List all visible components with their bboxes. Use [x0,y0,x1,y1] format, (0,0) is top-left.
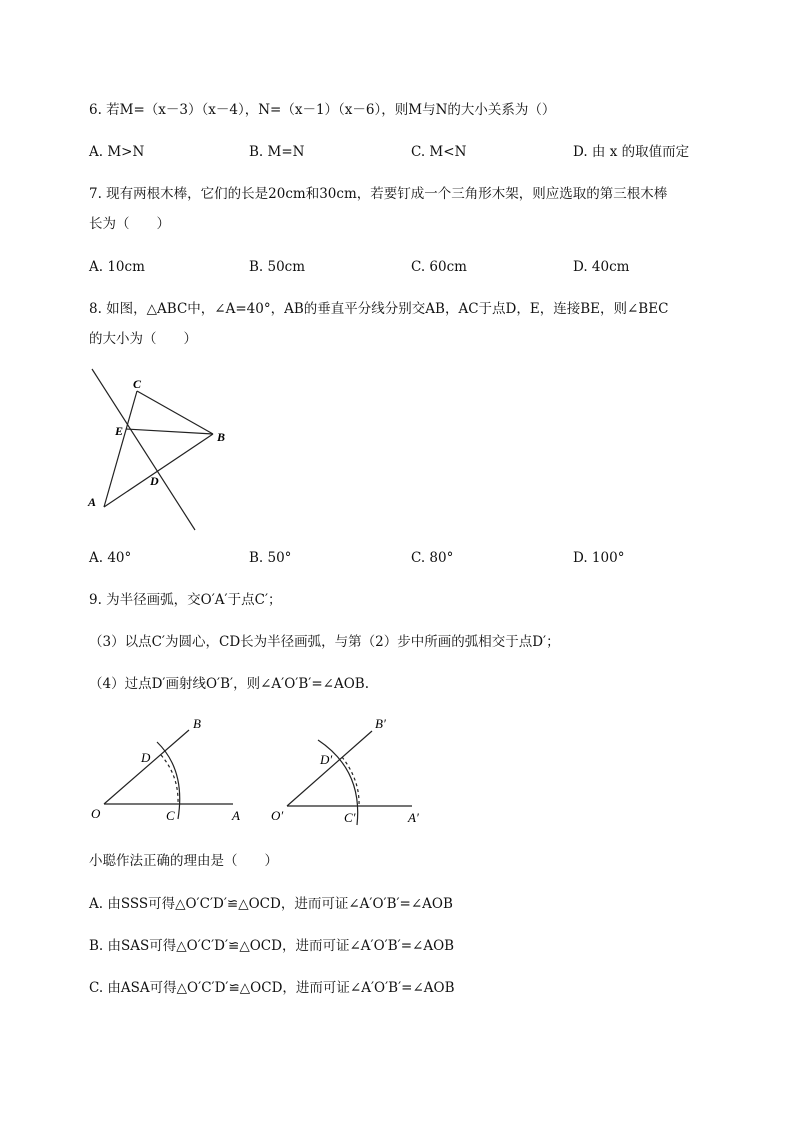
q9-line2: （3）以点C′为圆心，CD长为半径画弧，与第（2）步中所画的弧相交于点D′； [89,634,560,650]
q8-option-d[interactable]: D. 100° [573,550,625,566]
q8-option-a[interactable]: A. 40° [89,550,132,566]
q8-side-cb [137,391,213,434]
q6-stem: 6. 若M=（x－3）（x－4），N=（x－1）（x－6），则M与N的大小关系为（） [89,102,556,118]
q9-fig1-label-a: A [232,808,240,823]
q6-option-b[interactable]: B. M=N [249,144,305,160]
q9-fig1-label-c: C [166,808,175,823]
q9-fig1-label-o: O [91,806,101,821]
q9-question: 小聪作法正确的理由是（ ） [89,853,278,869]
q9-fig2-label-b: B′ [375,716,386,731]
q8-option-c[interactable]: C. 80° [411,550,454,566]
q9-option-a[interactable]: A. 由SSS可得△O′C′D′≌△OCD，进而可证∠A′O′B′=∠AOB [89,896,453,912]
q8-label-d: D [150,474,159,488]
q8-option-b[interactable]: B. 50° [249,550,292,566]
q8-side-ac [104,391,137,507]
q7-stem-line1: 7. 现有两根木棒，它们的长是20cm和30cm，若要钉成一个三角形木架，则应选取的第三根木棒 [89,186,668,202]
q8-stem-line1: 8. 如图，△ABC中，∠A=40°，AB的垂直平分线分别交AB，AC于点D，E，连接BE，则∠BEC [89,301,669,317]
q9-fig1-label-d: D [141,750,151,765]
q9-fig1-dashed-arc [161,755,178,804]
q7-option-d[interactable]: D. 40cm [573,259,630,275]
q8-stem-line2: 的大小为（ ） [89,331,197,347]
q9-line1: 9. 为半径画弧，交O′A′于点C′； [89,592,282,608]
q6-option-a[interactable]: A. M>N [89,144,145,160]
q8-segment-be [126,429,213,434]
q8-label-e: E [115,424,124,438]
q7-option-a[interactable]: A. 10cm [89,259,145,275]
q9-fig1-label-b: B [193,716,201,731]
q7-option-b[interactable]: B. 50cm [249,259,306,275]
q8-label-b: B [217,430,226,444]
q9-line3: （4）过点D′画射线O′B′，则∠A′O′B′=∠AOB. [89,676,369,692]
q9-option-c[interactable]: C. 由ASA可得△O′C′D′≌△OCD，进而可证∠A′O′B′=∠AOB [89,980,455,996]
q7-option-c[interactable]: C. 60cm [411,259,467,275]
q8-perpendicular-bisector [92,369,195,530]
q9-fig2-ray-ob [287,731,372,806]
q8-label-c: C [133,377,142,391]
q9-fig1-ray-ob [104,730,189,804]
q6-option-d[interactable]: D. 由 x 的取值而定 [573,144,690,160]
q8-label-a: A [88,495,97,509]
q9-fig2-label-d: D′ [320,752,333,767]
q9-fig2-label-c: C′ [344,810,356,825]
q7-stem-line2: 长为（ ） [89,216,170,232]
q9-fig2-label-o: O′ [271,808,284,823]
q6-option-c[interactable]: C. M<N [411,144,467,160]
q8-side-ab [104,434,213,507]
q9-fig2-label-a: A′ [408,810,419,825]
q9-option-b[interactable]: B. 由SAS可得△O′C′D′≌△OCD，进而可证∠A′O′B′=∠AOB [89,938,455,954]
